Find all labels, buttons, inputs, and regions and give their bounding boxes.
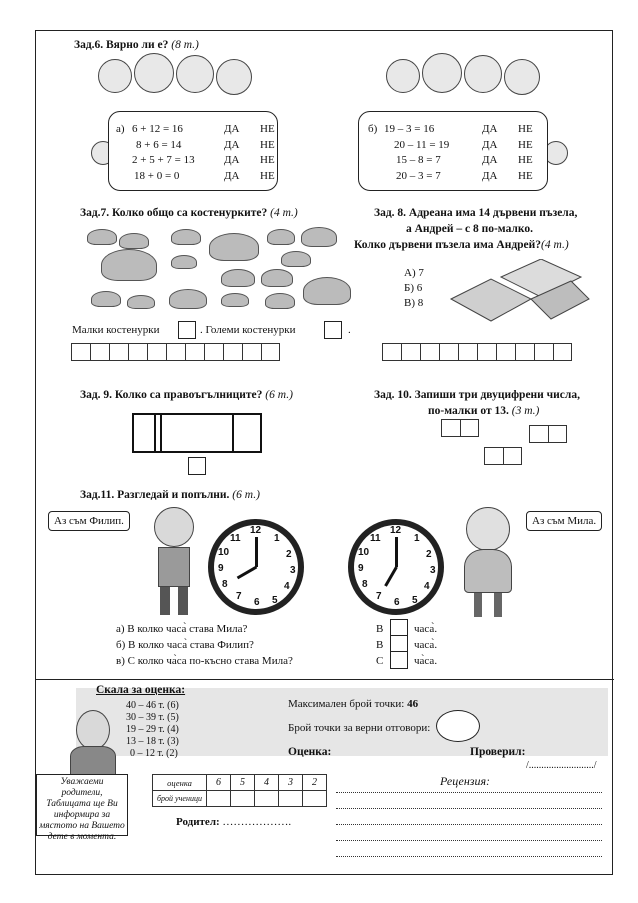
child-face-icon: [98, 59, 132, 93]
yes-option[interactable]: ДА: [224, 139, 240, 151]
checked-signature-line[interactable]: /........................../: [526, 760, 597, 771]
number-box-2[interactable]: [529, 425, 567, 443]
grade-cell: 5: [231, 775, 255, 791]
small-turtle-icon: [119, 233, 149, 249]
child-face-icon: [134, 53, 174, 93]
number-box-3[interactable]: [484, 447, 522, 465]
divider-line: [232, 413, 234, 453]
no-option[interactable]: НЕ: [518, 123, 533, 135]
task8-title-line3: [354, 239, 569, 251]
no-option[interactable]: НЕ: [260, 154, 275, 166]
puzzle-pieces-icon: [441, 259, 591, 331]
review-line[interactable]: [336, 824, 602, 825]
equation: 2 + 5 + 7 = 13: [132, 154, 195, 166]
grade-cell: 3: [279, 775, 303, 791]
scale-row: 0 – 12 т. (2): [130, 748, 178, 759]
equation: 19 – 3 = 16: [384, 123, 435, 135]
task10-points: (3 т.): [511, 405, 540, 417]
no-option[interactable]: НЕ: [518, 139, 533, 151]
table-grade-label: оценка: [153, 775, 207, 791]
hour-hand: [237, 566, 258, 580]
answer-suffix: ча̀са.: [414, 655, 438, 667]
count-cell[interactable]: [279, 791, 303, 807]
boy-filip-illustration: [144, 507, 204, 617]
equation: 18 + 0 = 0: [134, 170, 180, 182]
question-difference: в) С колко ча̀са по-късно става Мила?: [116, 655, 293, 667]
count-cell[interactable]: [231, 791, 255, 807]
worksheet-page: [35, 30, 613, 875]
answer-suffix: часа̀.: [414, 623, 438, 635]
small-turtle-icon: [265, 293, 295, 309]
task9-heading: [80, 389, 293, 401]
task9-title: Зад. 9. Колко са правоъгълниците?: [80, 389, 263, 401]
child-face-icon: [464, 55, 502, 93]
mila-alarm-clock: 12 1 2 3 4 5 6 7 8 9 10 11: [348, 519, 444, 615]
yes-option[interactable]: ДА: [482, 123, 498, 135]
grade-cell: 6: [207, 775, 231, 791]
parent-label: Родител:: [176, 816, 220, 828]
task11-heading: [80, 489, 260, 501]
small-turtle-icon: [261, 269, 293, 287]
answer-suffix: часа̀.: [414, 639, 438, 651]
task6-heading: [74, 39, 199, 51]
big-turtle-icon: [101, 249, 157, 281]
equation: 20 – 11 = 19: [394, 139, 450, 151]
count-cell[interactable]: [255, 791, 279, 807]
no-option[interactable]: НЕ: [260, 170, 275, 182]
task6-points: (8 т.): [171, 39, 199, 51]
points-circle-field[interactable]: [436, 710, 480, 742]
grade-distribution-table: [152, 774, 327, 807]
scale-row: 19 – 29 т. (4): [126, 724, 179, 735]
question-mila: а) В колко часа̀ става Мила?: [116, 623, 248, 635]
table-students-label: брой ученици: [153, 791, 207, 807]
small-turtle-icon: [171, 255, 197, 269]
task7-heading: [80, 207, 298, 219]
answer-option-c[interactable]: В) 8: [404, 297, 424, 309]
small-turtle-icon: [267, 229, 295, 245]
small-turtle-icon: [301, 227, 337, 247]
grade-cell: 4: [255, 775, 279, 791]
divider-line: [160, 413, 162, 453]
small-turtle-icon: [91, 291, 121, 307]
hour-hand: [384, 566, 398, 587]
equation: 6 + 12 = 16: [132, 123, 183, 135]
rectangles-figure: [132, 413, 262, 453]
review-label: Рецензия:: [440, 774, 491, 788]
small-turtle-icon: [221, 293, 249, 307]
review-line[interactable]: [336, 840, 602, 841]
big-turtle-icon: [303, 277, 351, 305]
child-face-icon: [422, 53, 462, 93]
task7-title: Зад.7. Колко общо са костенурките?: [80, 207, 268, 219]
answer-prefix: В: [376, 639, 384, 651]
parents-note: Уважаеми родители, Таблицата ще Ви информира за мястото на Вашето дете в момента.: [36, 774, 128, 836]
task10-title-line1: Зад. 10. Запиши три двуцифрени числа,: [374, 389, 580, 401]
task8-question: Колко дървени пъзела има Андрей?: [354, 239, 542, 251]
scale-row: 13 – 18 т. (3): [126, 736, 179, 747]
task11-title: Зад.11. Разгледай и попълни.: [80, 489, 230, 501]
task11-points: (6 т.): [232, 489, 260, 501]
yes-option[interactable]: ДА: [482, 139, 498, 151]
no-option[interactable]: НЕ: [518, 154, 533, 166]
small-turtles-answer-box[interactable]: [178, 321, 196, 339]
child-face-icon: [386, 59, 420, 93]
count-cell[interactable]: [303, 791, 327, 807]
task6-right-label: б): [368, 123, 378, 135]
equation: 8 + 6 = 14: [136, 139, 182, 151]
filip-speech-bubble: Аз съм Филип.: [48, 511, 130, 531]
task10-condition: по-малки от 13.: [428, 405, 509, 417]
task7-answer-grid[interactable]: [71, 343, 280, 361]
correct-points-label: Брой точки за верни отговори:: [288, 722, 431, 734]
period: .: [348, 324, 351, 336]
equation: 20 – 3 = 7: [396, 170, 441, 182]
review-line[interactable]: [336, 856, 602, 857]
task8-answer-grid[interactable]: [382, 343, 572, 361]
task8-title-line2: а Андрей – с 8 по-малко.: [406, 223, 533, 235]
task7-points: (4 т.): [270, 207, 298, 219]
big-turtle-icon: [209, 233, 259, 261]
yes-option[interactable]: ДА: [482, 154, 498, 166]
parent-line[interactable]: ……………….: [222, 816, 292, 828]
mila-speech-bubble: Аз съм Мила.: [526, 511, 602, 531]
task10-title-line2: [428, 405, 539, 417]
yes-option[interactable]: ДА: [224, 154, 240, 166]
small-turtle-icon: [169, 289, 207, 309]
big-turtles-answer-box[interactable]: [324, 321, 342, 339]
task8-title-line1: Зад. 8. Адреана има 14 дървени пъзела,: [374, 207, 578, 219]
equation: 15 – 8 = 7: [396, 154, 441, 166]
max-points-value: 46: [407, 698, 419, 710]
minute-hand: [255, 537, 258, 567]
parent-signature: [176, 816, 291, 828]
grade-cell: 2: [303, 775, 327, 791]
grade-label: Оценка:: [288, 746, 332, 758]
yes-option[interactable]: ДА: [224, 170, 240, 182]
no-option[interactable]: НЕ: [260, 139, 275, 151]
max-points: [288, 698, 418, 710]
scale-title: Скала за оценка:: [96, 684, 186, 696]
child-face-icon: [216, 59, 252, 95]
small-turtle-icon: [127, 295, 155, 309]
child-face-icon: [176, 55, 214, 93]
minute-hand: [395, 537, 398, 567]
child-face-icon: [504, 59, 540, 95]
task8-points: (4 т.): [541, 239, 569, 251]
task6-left-label: а): [116, 123, 125, 135]
answer-option-a[interactable]: А) 7: [404, 267, 424, 279]
grading-section: [36, 679, 614, 876]
scale-row: 30 – 39 т. (5): [126, 712, 179, 723]
no-option[interactable]: НЕ: [518, 170, 533, 182]
scale-row: 40 – 46 т. (6): [126, 700, 179, 711]
turtles-illustration: [81, 225, 351, 325]
big-turtles-label: . Големи костенурки: [200, 324, 296, 336]
task6-title: Зад.6. Вярно ли е?: [74, 39, 169, 51]
small-turtle-icon: [87, 229, 117, 245]
teacher-illustration: [62, 710, 122, 780]
number-box-1[interactable]: [441, 419, 479, 437]
max-points-label: Максимален брой точки:: [288, 698, 405, 710]
answer-option-b[interactable]: Б) 6: [404, 282, 423, 294]
checked-label: Проверил:: [470, 746, 526, 758]
yes-option[interactable]: ДА: [224, 123, 240, 135]
review-line[interactable]: [336, 792, 602, 793]
question-filip: б) В колко часа̀ става Филип?: [116, 639, 254, 651]
answer-prefix: С: [376, 655, 384, 667]
divider-line: [154, 413, 156, 453]
answer-box-difference[interactable]: [390, 651, 408, 669]
small-turtle-icon: [281, 251, 311, 267]
girl-mila-illustration: [456, 507, 520, 617]
filip-alarm-clock: 12 1 2 3 4 5 6 7 8 9 10 11: [208, 519, 304, 615]
task9-points: (6 т.): [265, 389, 293, 401]
count-cell[interactable]: [207, 791, 231, 807]
small-turtle-icon: [171, 229, 201, 245]
small-turtle-icon: [221, 269, 255, 287]
review-line[interactable]: [336, 808, 602, 809]
small-turtles-label: Малки костенурки: [72, 324, 160, 336]
task9-answer-box[interactable]: [188, 457, 206, 475]
no-option[interactable]: НЕ: [260, 123, 275, 135]
yes-option[interactable]: ДА: [482, 170, 498, 182]
answer-prefix: В: [376, 623, 384, 635]
